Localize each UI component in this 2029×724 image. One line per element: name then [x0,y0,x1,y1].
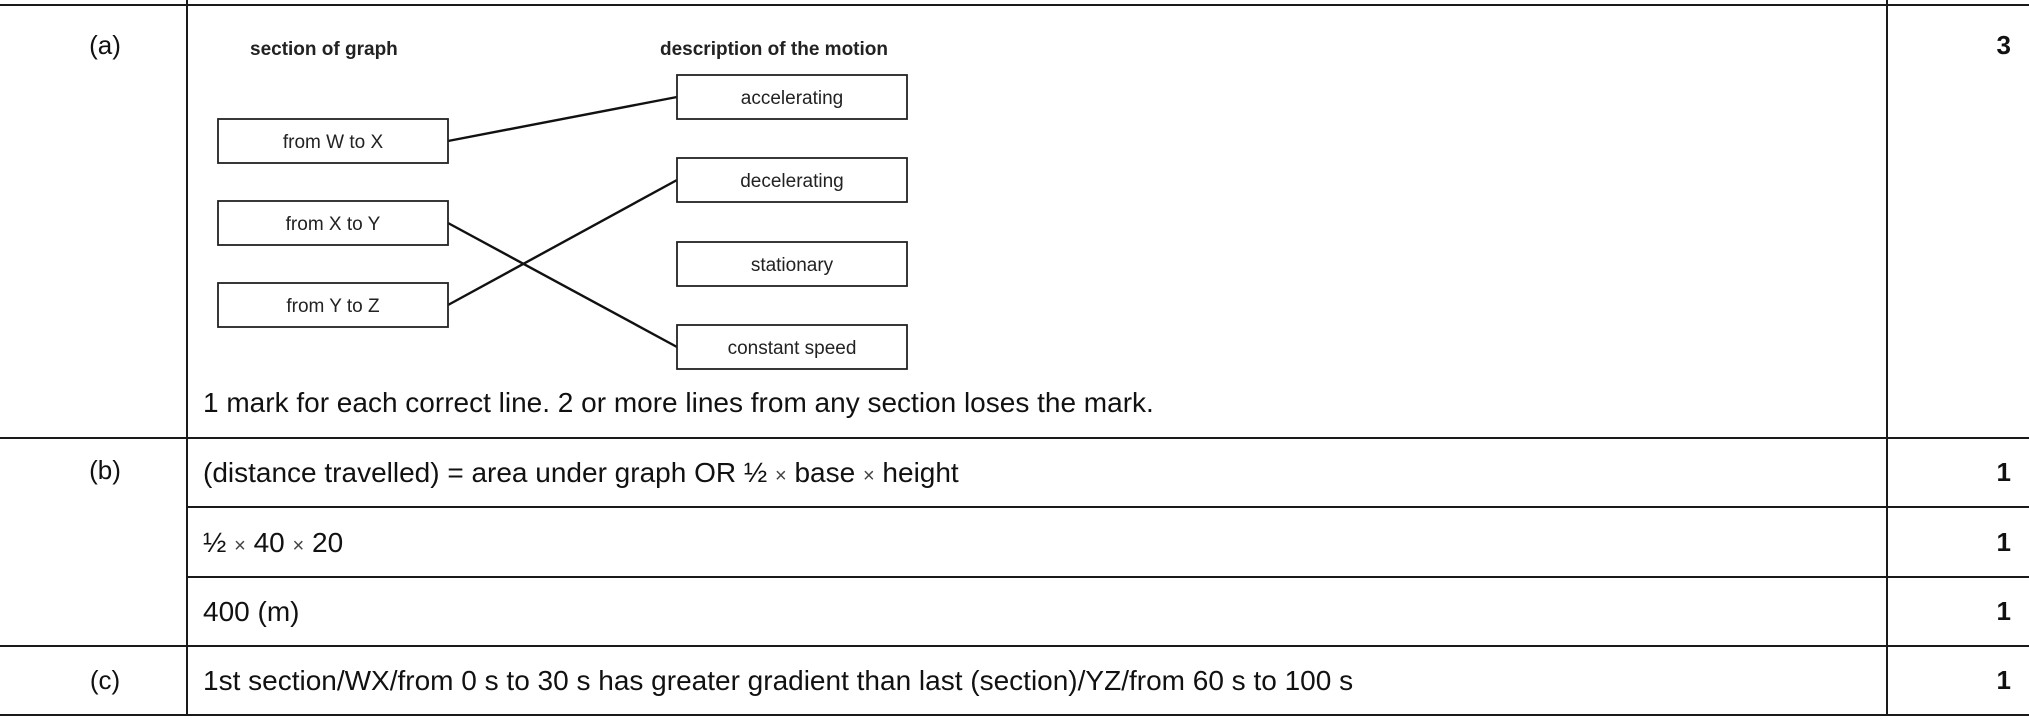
row-a-bottom-border [0,437,2029,439]
table-top-border [0,4,2029,6]
svg-text:accelerating: accelerating [740,88,844,109]
line-wx-accelerating [448,97,677,141]
part-b-label: (b) [89,455,121,485]
part-a-marking-note: 1 mark for each correct line. 2 or more lines from any section loses the mark. [203,387,1154,418]
row-b1-bottom-border [187,506,2029,508]
description-box-constant-speed [677,325,907,369]
matching-diagram [205,30,965,380]
part-c-marks: 1 [1996,665,2011,695]
description-box-accelerating [677,75,907,119]
svg-text:from Y to Z: from Y to Z [286,296,380,317]
row-b2-bottom-border [187,576,2029,578]
part-b-line-3-marks: 1 [1996,596,2011,626]
multiply-sign: × [234,535,246,557]
section-box-yz [218,283,448,327]
section-box-wx [218,119,448,163]
part-b-answer-line-2: ½ × 40 × 20 [203,527,344,558]
section-heading: section of graph [250,39,398,60]
multiply-sign: × [862,465,875,487]
description-heading: description of the motion [660,39,888,60]
part-c-answer: 1st section/WX/from 0 s to 30 s has greater gradient than last (section)/YZ/from 60 s to 100 s [203,665,1354,696]
part-b-answer-line-3: 400 (m) [203,596,300,627]
svg-text:stationary: stationary [750,255,834,276]
row-b-bottom-border [0,645,2029,647]
svg-text:decelerating: decelerating [740,171,844,192]
part-b-line-2-marks: 1 [1996,527,2011,557]
description-box-decelerating [677,158,907,202]
part-b-line-1-marks: 1 [1996,457,2011,487]
part-c-label: (c) [89,665,121,695]
section-box-xy [218,201,448,245]
part-b-answer-line-1: (distance travelled) = area under graph OR ½ × base × height [203,457,959,488]
part-a-marks: 3 [1996,30,2011,60]
part-a-label: (a) [89,30,121,60]
description-box-stationary [677,242,907,286]
svg-text:from X to Y: from X to Y [285,214,381,235]
multiply-sign: × [292,535,305,557]
marks-column-divider [1886,0,1888,714]
multiply-sign: × [774,465,787,487]
table-bottom-border [0,714,2029,716]
part-column-divider [186,0,188,714]
svg-text:constant speed: constant speed [727,338,857,359]
svg-text:from W to X: from W to X [282,132,384,153]
